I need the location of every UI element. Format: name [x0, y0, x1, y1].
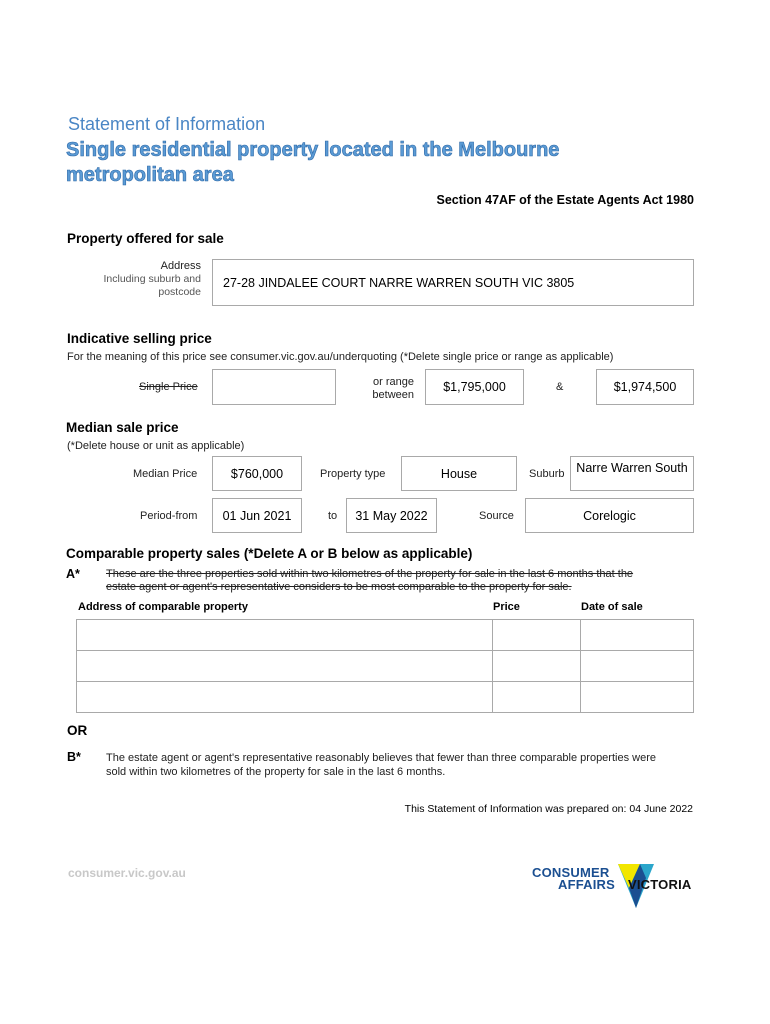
option-b-text	[106, 751, 656, 779]
range-low-field[interactable]	[425, 369, 524, 405]
address-sublabel-2: postcode	[158, 286, 201, 298]
table-row	[77, 651, 694, 682]
median-price-field[interactable]	[212, 456, 302, 491]
range-label-2: between	[372, 389, 414, 401]
address-field[interactable]	[212, 259, 694, 306]
range-label-1: or range	[373, 376, 414, 388]
address-cell[interactable]	[77, 651, 493, 682]
address-label-group	[60, 260, 201, 299]
logo-text-consumer: CONSUMER	[532, 865, 610, 880]
logo-text-victoria: VICTORIA	[628, 877, 692, 892]
option-b-marker: B*	[67, 750, 81, 764]
table-row	[77, 682, 694, 713]
suburb-value: Narre Warren South	[576, 461, 688, 475]
source-value: Corelogic	[583, 508, 636, 523]
property-type-field[interactable]	[401, 456, 517, 491]
range-ampersand: &	[556, 381, 564, 393]
period-from-value: 01 Jun 2021	[222, 508, 292, 523]
source-field[interactable]	[525, 498, 694, 533]
date-cell[interactable]	[581, 682, 694, 713]
or-label: OR	[67, 723, 88, 738]
option-b-text-line-1: The estate agent or agent's representative reasonably believes that fewer than three comparable properties were	[106, 752, 656, 764]
act-reference: Section 47AF of the Estate Agents Act 1980	[436, 193, 694, 207]
suburb-label: Suburb	[529, 468, 565, 480]
price-cell[interactable]	[493, 682, 581, 713]
to-label: to	[328, 510, 338, 522]
date-cell[interactable]	[581, 651, 694, 682]
option-a-text	[106, 568, 633, 594]
price-cell[interactable]	[493, 620, 581, 651]
option-a-text-line-2: estate agent or agent's representative considers to be most comparable to the property for sale.	[106, 581, 572, 593]
address-sublabel-1: Including suburb and	[103, 273, 201, 285]
range-low-value: $1,795,000	[443, 380, 506, 394]
single-price-field[interactable]	[212, 369, 336, 405]
comparable-table	[76, 619, 694, 713]
period-from-label: Period-from	[140, 510, 198, 522]
option-a-text-line-1: These are the three properties sold within two kilometres of the property for sale in the last 6 months that the	[106, 568, 634, 580]
statement-heading: Statement of Information	[68, 114, 266, 134]
price-cell[interactable]	[493, 651, 581, 682]
table-row	[77, 620, 694, 651]
range-high-field[interactable]	[596, 369, 694, 405]
period-from-field[interactable]	[212, 498, 302, 533]
median-note: (*Delete house or unit as applicable)	[67, 440, 245, 452]
col-price-header: Price	[493, 601, 520, 613]
range-high-value: $1,974,500	[613, 380, 677, 394]
single-price-label: Single Price	[139, 381, 198, 393]
option-b-text-line-2: sold within two kilometres of the property for sale in the last 6 months.	[106, 766, 446, 778]
range-label	[350, 376, 414, 402]
suburb-field[interactable]	[570, 456, 694, 491]
col-address-header: Address of comparable property	[78, 601, 248, 613]
median-price-value: $760,000	[230, 466, 284, 481]
indicative-heading: Indicative selling price	[67, 331, 212, 346]
median-price-label: Median Price	[133, 468, 198, 480]
property-type-value: House	[440, 466, 478, 481]
prepared-date: This Statement of Information was prepared on: 04 June 2022	[404, 803, 693, 815]
indicative-note: For the meaning of this price see consumer.vic.gov.au/underquoting (*Delete single price or range as applicable)	[67, 351, 614, 363]
date-cell[interactable]	[581, 620, 694, 651]
consumer-affairs-victoria-logo	[532, 864, 697, 910]
comparable-heading: Comparable property sales (*Delete A or B below as applicable)	[66, 546, 473, 561]
property-type-label: Property type	[320, 468, 386, 480]
source-label: Source	[479, 510, 514, 522]
option-a-marker: A*	[66, 567, 80, 581]
col-date-header: Date of sale	[581, 601, 643, 613]
page-title: Single residential property located in the Melbourne metropolitan area	[66, 139, 560, 186]
property-heading: Property offered for sale	[67, 231, 224, 246]
address-value: 27-28 JINDALEE COURT NARRE WARREN SOUTH VIC 3805	[223, 275, 575, 290]
consumer-site-link[interactable]: consumer.vic.gov.au	[68, 866, 186, 880]
logo-text-affairs: AFFAIRS	[558, 877, 616, 892]
address-cell[interactable]	[77, 620, 493, 651]
period-to-field[interactable]	[346, 498, 437, 533]
median-heading: Median sale price	[66, 420, 179, 435]
address-cell[interactable]	[77, 682, 493, 713]
address-label: Address	[160, 260, 201, 272]
period-to-value: 31 May 2022	[355, 508, 428, 523]
